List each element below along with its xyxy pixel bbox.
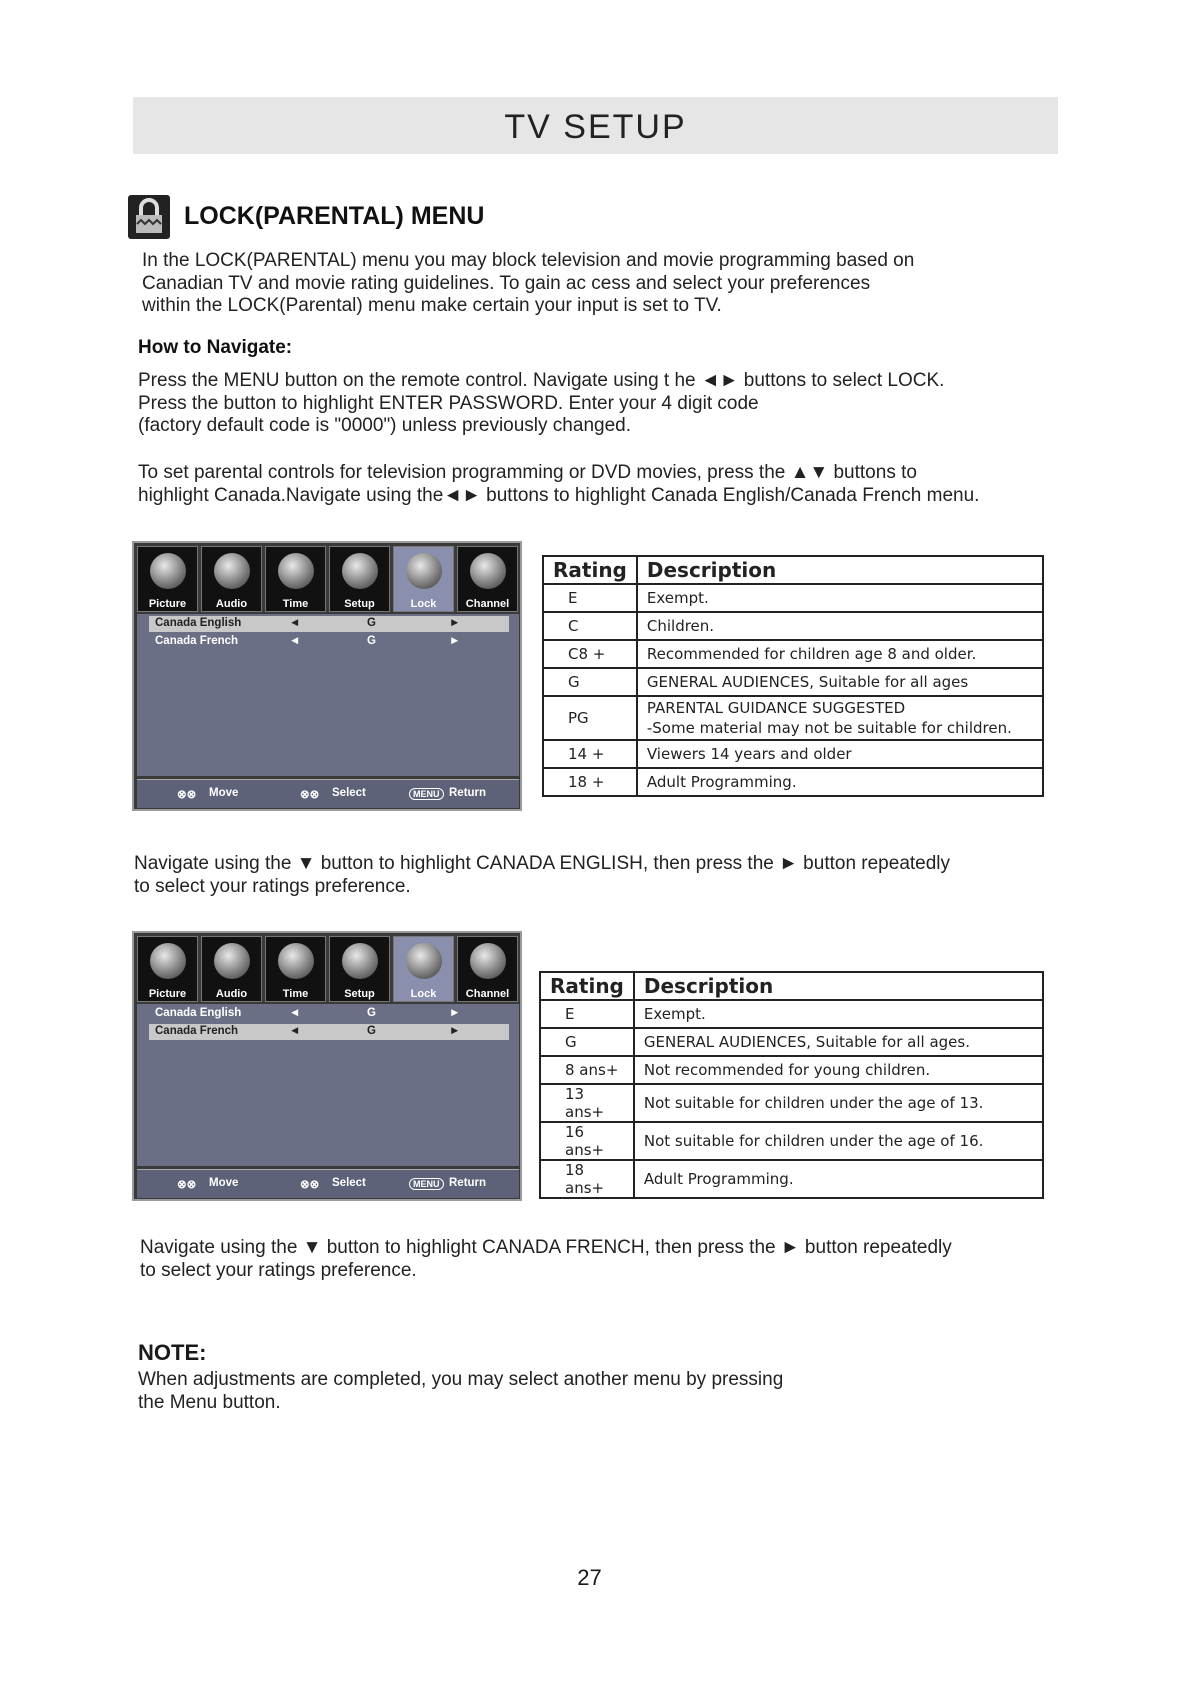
move-icon: ⊗⊗ — [177, 789, 197, 801]
intro-paragraph — [142, 250, 914, 318]
tv-menu-screenshot-english — [132, 541, 522, 811]
tv-menu-footer: ⊗⊗ Move ⊗⊗ Select MENU Return — [137, 779, 519, 808]
tv-menu-body — [137, 1004, 519, 1166]
paragraph-line: Navigate using the ▼ button to highlight CANADA FRENCH, then press the ► button repeatedly — [140, 1237, 952, 1258]
paragraph-line: to select your ratings preference. — [140, 1259, 417, 1281]
tv-row-canada-french: Canada French ◄ G ► — [155, 635, 461, 647]
navigate-paragraph-2 — [138, 462, 979, 507]
tv-menu-tabs — [137, 546, 519, 612]
channel-icon: Channel — [457, 936, 518, 1002]
canada-english-ratings-table: Rating Description E Exempt. C Children. C8 + Recommended for children age 8 and older. G GENERAL AUDIENCES, Suitable for all ages PG PARENTAL GUIDANCE SUGGESTED -Some material may not be suitable for children. 14 + Viewers 14 years and older 18 + Adult Programming. — [542, 555, 1044, 797]
lock-tab-icon: Lock — [393, 546, 454, 612]
page-number: 27 — [577, 1565, 602, 1590]
note-body — [138, 1369, 783, 1414]
navigate-paragraph-1 — [138, 370, 944, 438]
tv-menu-tabs — [137, 936, 519, 1002]
paragraph-line: Navigate using the ▼ button to highlight CANADA ENGLISH, then press the ► button repeatedly — [134, 853, 951, 874]
tv-menu-body — [137, 614, 519, 776]
how-to-navigate-label: How to Navigate: — [138, 337, 293, 358]
audio-icon: Audio — [201, 936, 262, 1002]
paragraph-line: Press the MENU button on the remote control. Navigate using t he ◄► buttons to select LOCK. — [138, 370, 945, 391]
page-header-banner: TV SETUP — [133, 97, 1058, 154]
french-instructions — [140, 1237, 952, 1282]
intro-line: In the LOCK(PARENTAL) menu you may block television and movie programming based on — [142, 250, 915, 271]
english-instructions — [134, 853, 950, 898]
select-icon: ⊗⊗ — [300, 789, 320, 801]
canada-french-ratings-table: Rating Description E Exempt. G GENERAL AUDIENCES, Suitable for all ages. 8 ans+ Not recommended for young children. 13 ans+ Not suitable for children under the age of 13. 16 ans+ Not suitable for children under the age of 16. 18 ans+ Adult Programming. — [539, 971, 1044, 1199]
note-line: When adjustments are completed, you may select another menu by pressing — [138, 1369, 784, 1390]
paragraph-line: highlight Canada.Navigate using the◄► buttons to highlight Canada English/Canada French menu. — [138, 484, 980, 506]
lock-icon — [128, 195, 170, 239]
select-icon: ⊗⊗ — [300, 1179, 320, 1191]
time-icon: Time — [265, 936, 326, 1002]
note-line: the Menu button. — [138, 1391, 281, 1413]
tv-row-canada-english: Canada English ◄ G ► — [149, 616, 509, 632]
channel-icon: Channel — [457, 546, 518, 612]
tv-row-canada-french: Canada French ◄ G ► — [149, 1024, 509, 1040]
tv-menu-footer: ⊗⊗ Move ⊗⊗ Select MENU Return — [137, 1169, 519, 1198]
audio-icon: Audio — [201, 546, 262, 612]
intro-line: within the LOCK(Parental) menu make certain your input is set to TV. — [142, 295, 722, 316]
time-icon: Time — [265, 546, 326, 612]
tv-menu-screenshot-french — [132, 931, 522, 1201]
move-icon: ⊗⊗ — [177, 1179, 197, 1191]
intro-line: Canadian TV and movie rating guidelines. To gain ac cess and select your preferences — [142, 272, 871, 294]
paragraph-line: To set parental controls for television programming or DVD movies, press the ▲▼ buttons to — [138, 462, 917, 483]
note-title: NOTE: — [138, 1340, 207, 1365]
picture-icon: Picture — [137, 936, 198, 1002]
tv-row-canada-english: Canada English ◄ G ► — [155, 1007, 461, 1019]
paragraph-line: Press the button to highlight ENTER PASSWORD. Enter your 4 digit code — [138, 392, 759, 414]
menu-key-icon: MENU — [409, 788, 444, 800]
picture-icon: Picture — [137, 546, 198, 612]
setup-icon: Setup — [329, 546, 390, 612]
section-title: LOCK(PARENTAL) MENU — [184, 202, 485, 230]
menu-key-icon: MENU — [409, 1178, 444, 1190]
setup-icon: Setup — [329, 936, 390, 1002]
paragraph-line: (factory default code is "0000") unless previously changed. — [138, 415, 631, 436]
paragraph-line: to select your ratings preference. — [134, 875, 411, 897]
lock-tab-icon: Lock — [393, 936, 454, 1002]
